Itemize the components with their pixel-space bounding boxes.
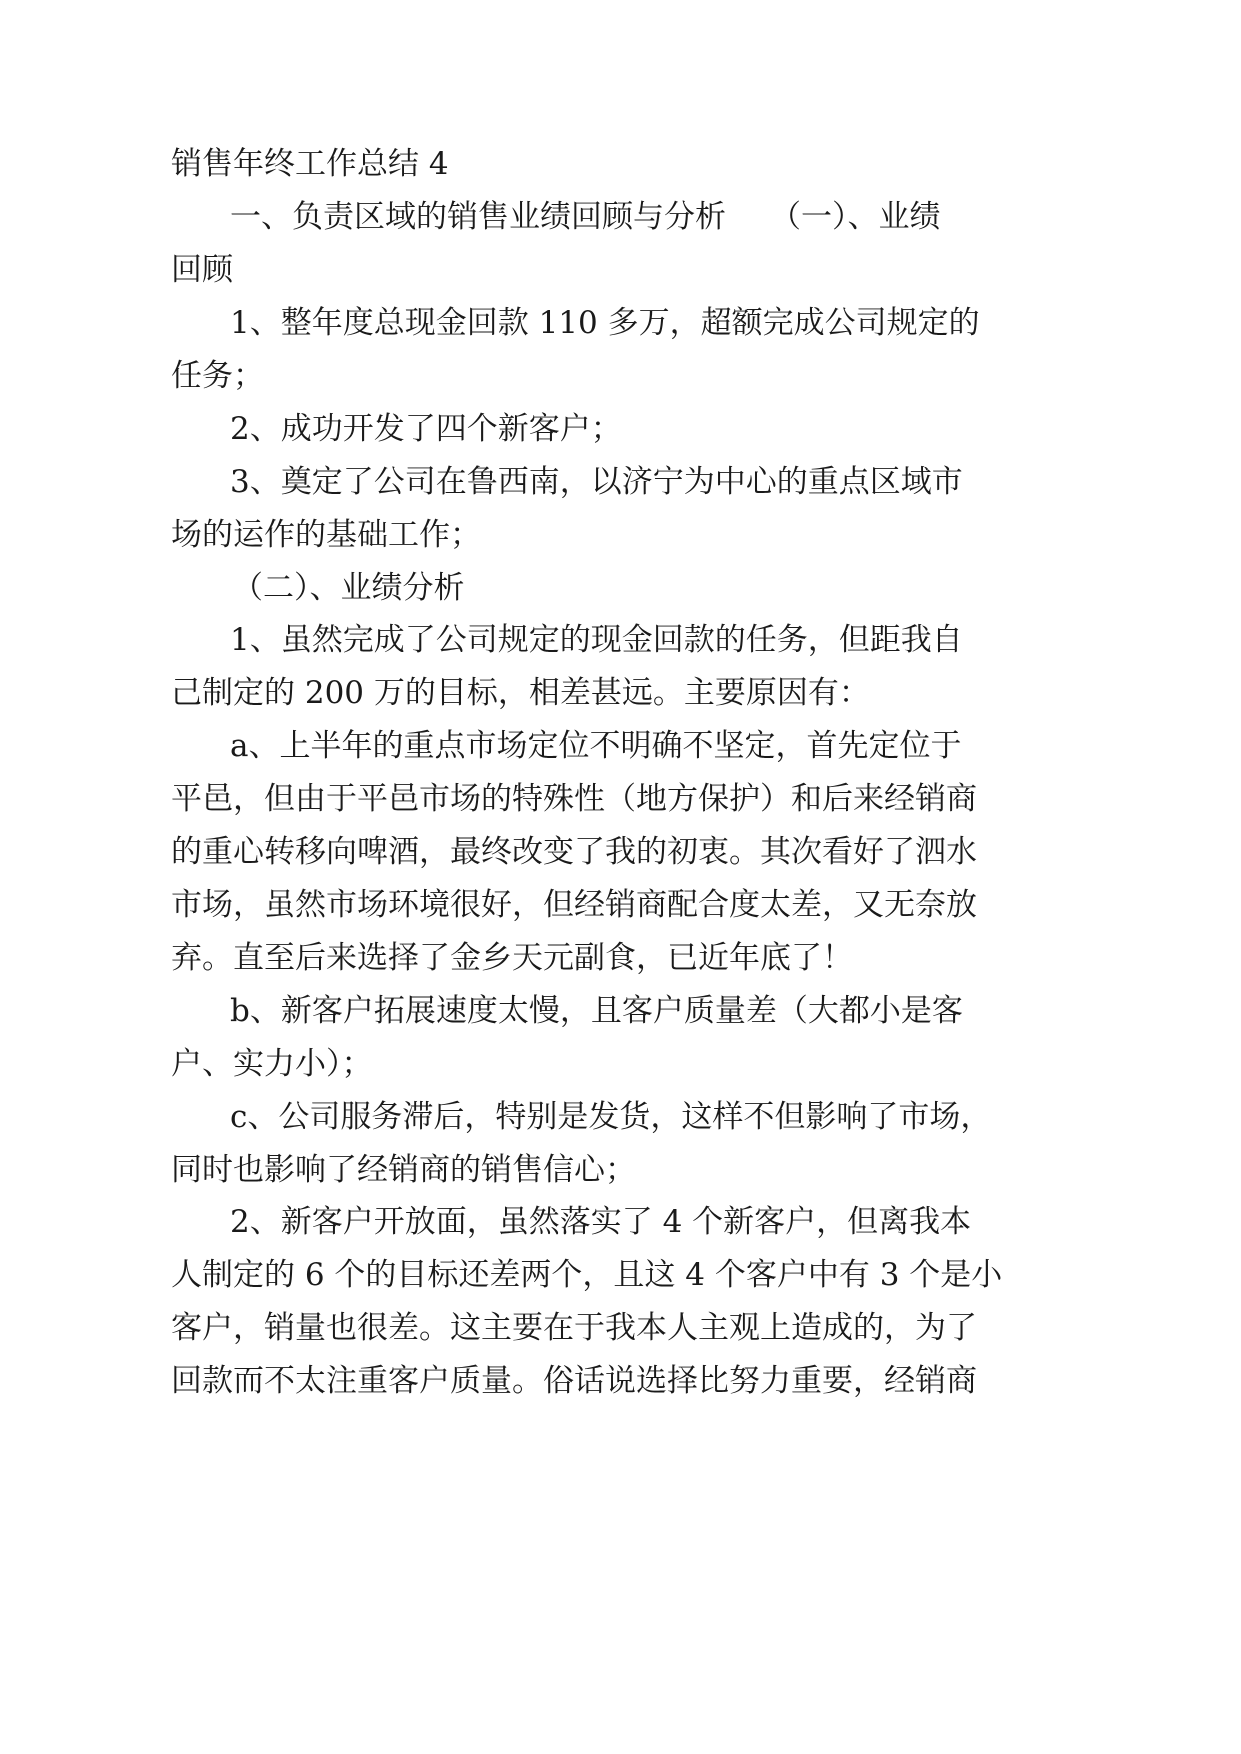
- paragraph-line: [0, 515, 1241, 555]
- section-heading-line: [0, 197, 1241, 237]
- paragraph-line: [0, 1202, 1241, 1242]
- paragraph-line: [0, 1255, 1241, 1295]
- paragraph-line: [0, 991, 1241, 1031]
- subsection-heading: （一）、业绩: [770, 199, 941, 235]
- paragraph-line: [0, 1044, 1241, 1084]
- paragraph-text: 1、虽然完成了公司规定的现金回款的任务，但距我自: [230, 622, 963, 658]
- paragraph-line: [0, 673, 1241, 713]
- list-item-text: 2、成功开发了四个新客户；: [230, 411, 622, 447]
- paragraph-text: 市场，虽然市场环境很好，但经销商配合度太差，又无奈放: [171, 887, 977, 923]
- paragraph-line: [0, 1150, 1241, 1190]
- paragraph-text: 弃。直至后来选择了金乡天元副食，已近年底了！: [171, 940, 853, 976]
- paragraph-line: [0, 356, 1241, 396]
- document-title: 销售年终工作总结 4: [171, 146, 449, 182]
- paragraph-line: [0, 726, 1241, 766]
- paragraph-line: [0, 779, 1241, 819]
- paragraph-line: [0, 409, 1241, 449]
- paragraph-text: 2、新客户开放面，虽然落实了 4 个新客户，但离我本: [230, 1204, 972, 1240]
- list-item-text: 3、奠定了公司在鲁西南，以济宁为中心的重点区域市: [230, 464, 963, 500]
- paragraph-line: [0, 250, 1241, 290]
- list-item-text: 场的运作的基础工作；: [171, 517, 481, 553]
- paragraph-text: a、上半年的重点市场定位不明确不坚定，首先定位于: [230, 728, 962, 764]
- paragraph-text: c、公司服务滞后，特别是发货，这样不但影响了市场，: [230, 1099, 992, 1135]
- paragraph-line: [0, 1097, 1241, 1137]
- paragraph-line: [0, 938, 1241, 978]
- document-title-line: [0, 144, 1241, 184]
- paragraph-text: 客户，销量也很差。这主要在于我本人主观上造成的，为了: [171, 1310, 977, 1346]
- subsection-heading-line: [0, 568, 1241, 608]
- paragraph-line: [0, 885, 1241, 925]
- paragraph-line: [0, 1361, 1241, 1401]
- paragraph-text: 平邑，但由于平邑市场的特殊性（地方保护）和后来经销商: [171, 781, 977, 817]
- paragraph-text: b、新客户拓展速度太慢，且客户质量差（大都小是客: [230, 993, 963, 1029]
- paragraph-line: [0, 462, 1241, 502]
- paragraph-text: 户、实力小）；: [171, 1046, 373, 1082]
- list-item-text: 任务；: [171, 358, 264, 394]
- paragraph-line: [0, 1308, 1241, 1348]
- paragraph-line: [0, 620, 1241, 660]
- paragraph-line: [0, 832, 1241, 872]
- paragraph-text: 的重心转移向啤酒，最终改变了我的初衷。其次看好了泗水: [171, 834, 977, 870]
- paragraph-text: 人制定的 6 个的目标还差两个，且这 4 个客户中有 3 个是小: [171, 1257, 1003, 1293]
- paragraph-text: 回款而不太注重客户质量。俗话说选择比努力重要，经销商: [171, 1363, 977, 1399]
- paragraph-text: 己制定的 200 万的目标，相差甚远。主要原因有：: [171, 675, 870, 711]
- section-heading: 一、负责区域的销售业绩回顾与分析: [230, 199, 726, 235]
- list-item-text: 1、整年度总现金回款 110 多万，超额完成公司规定的: [230, 305, 980, 341]
- paragraph-line: [0, 303, 1241, 343]
- paragraph-text: 同时也影响了经销商的销售信心；: [171, 1152, 636, 1188]
- subsection-heading-continued: 回顾: [171, 252, 233, 288]
- subsection-heading: （二）、业绩分析: [232, 570, 465, 606]
